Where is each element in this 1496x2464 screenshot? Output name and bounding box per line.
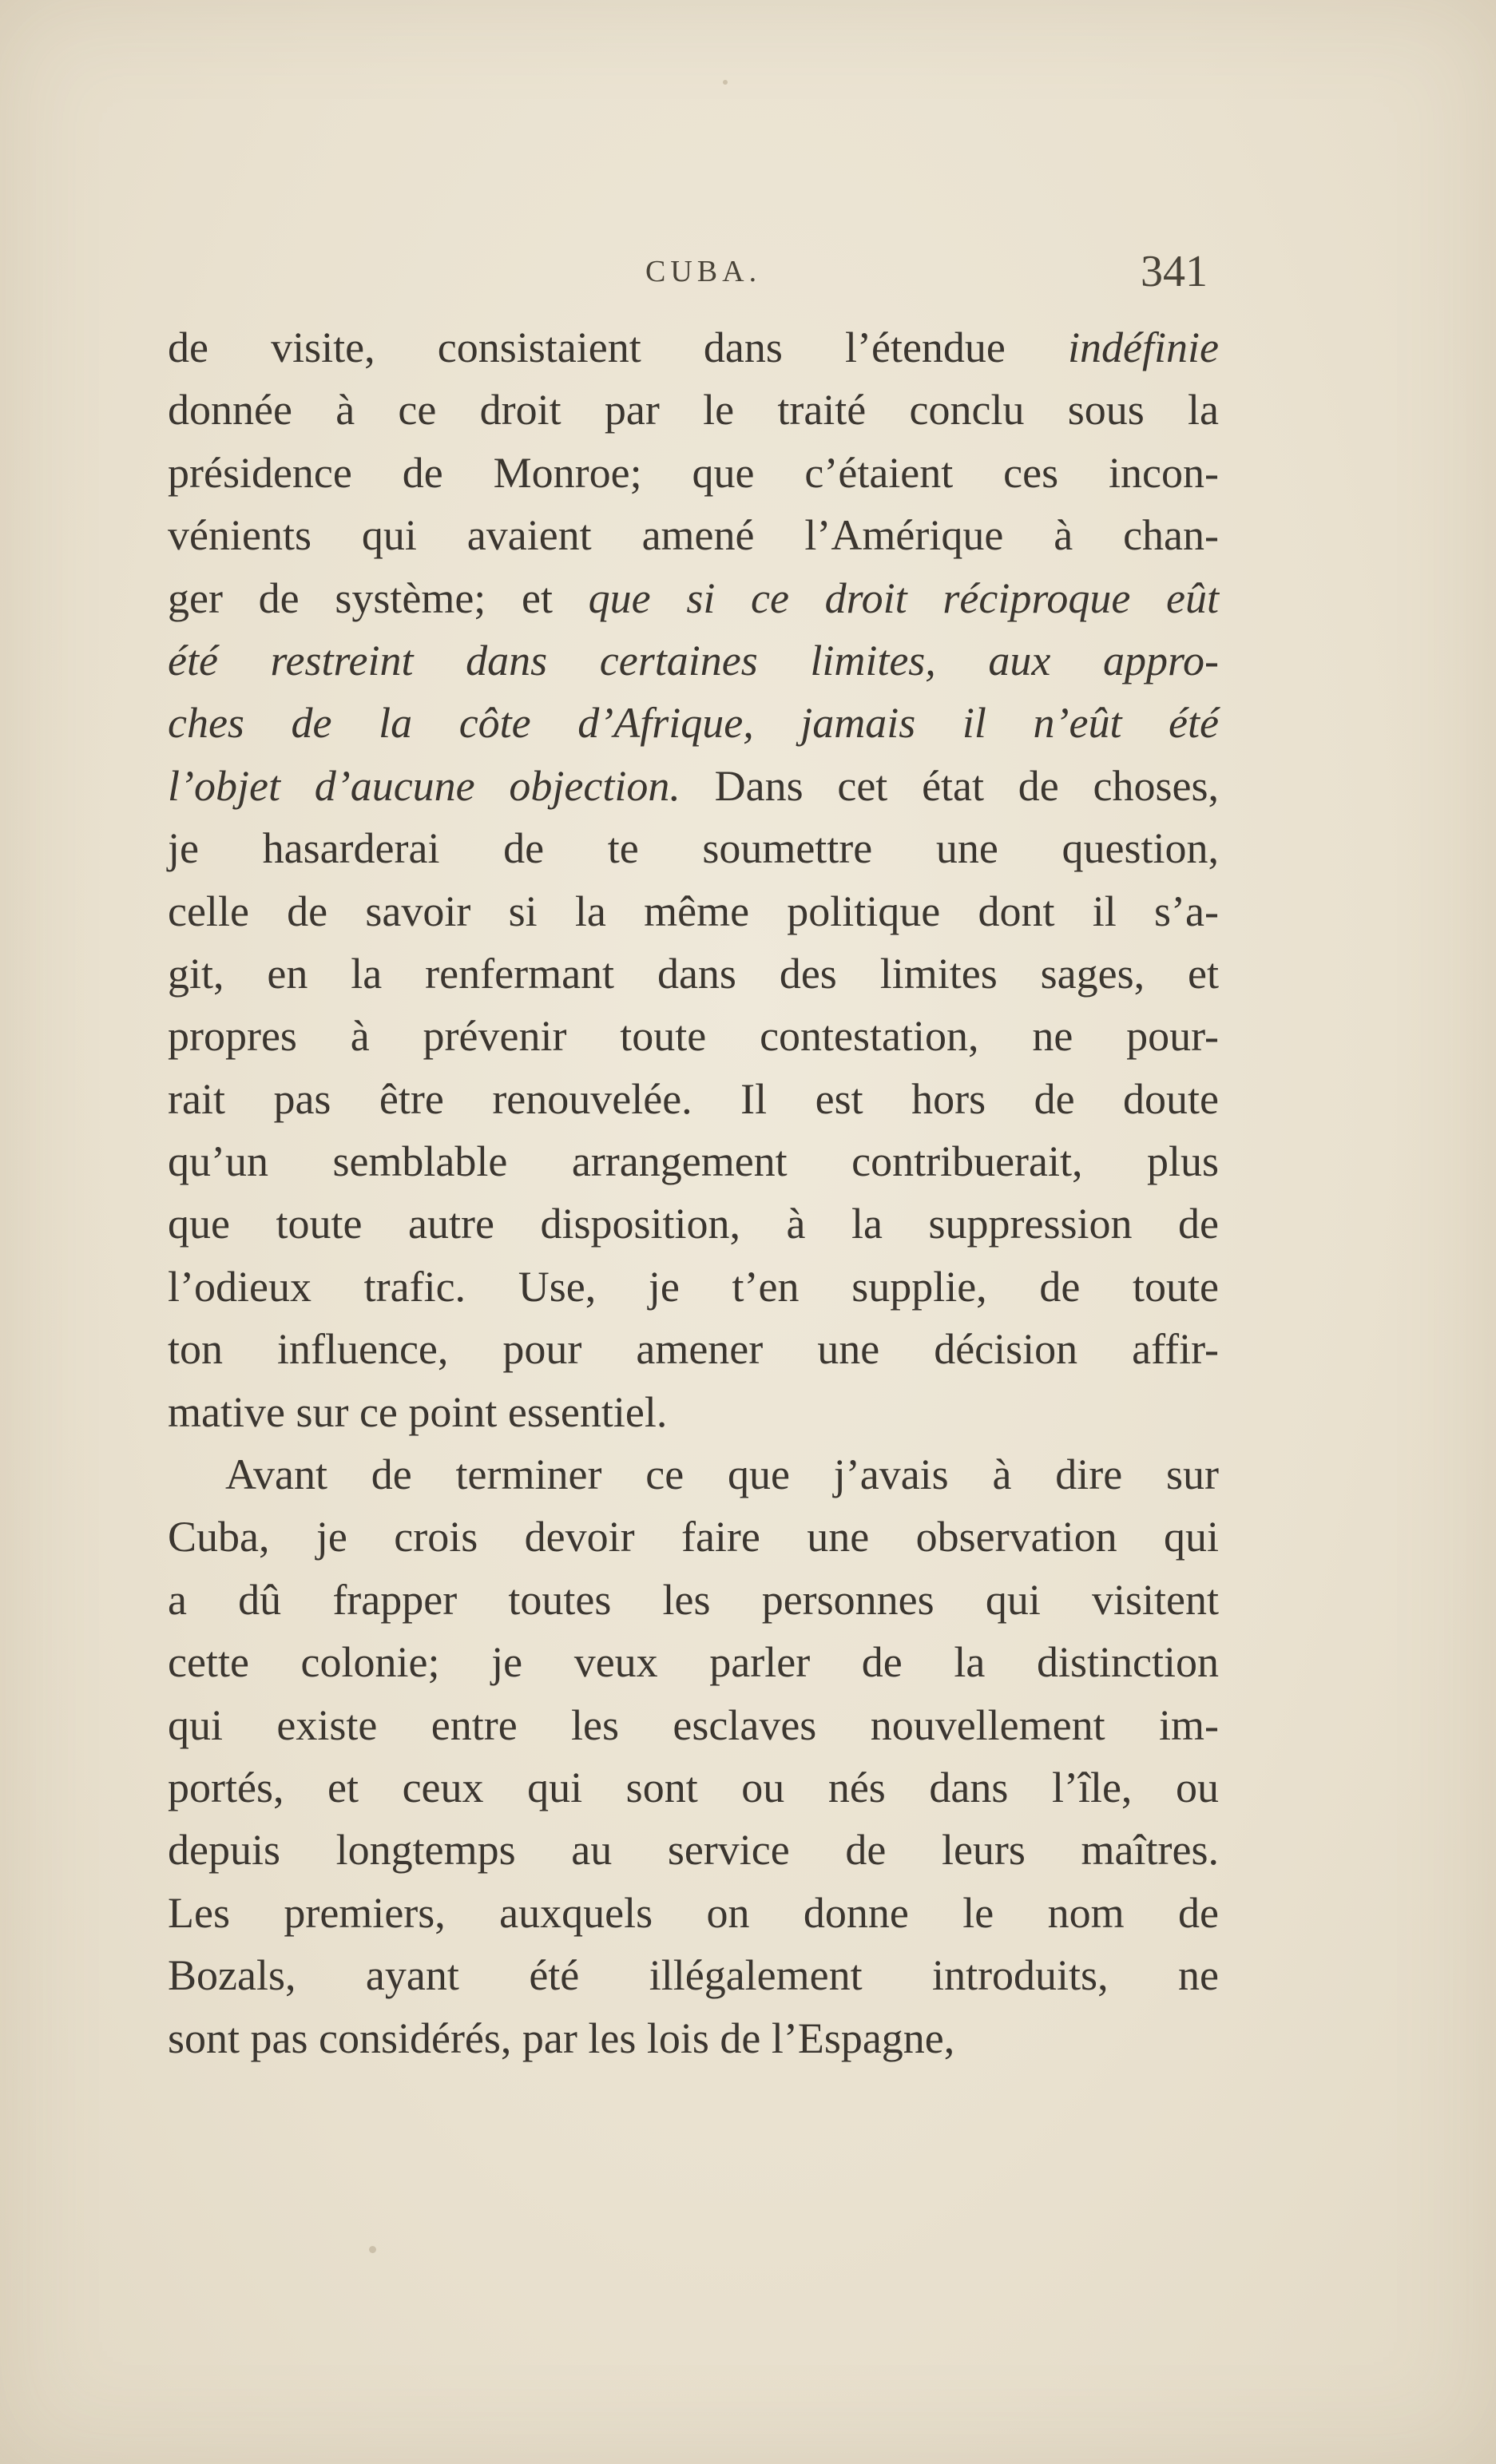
text-segment: qu’un semblable arrangement contribuerait, plus [168,1137,1219,1186]
italic-text: ches de la côte d’Afrique, jamais il n’eût été [168,699,1219,748]
text-line [168,629,1219,692]
italic-text: indéfinie [1068,323,1219,371]
running-head: CUBA. [645,255,762,288]
text-line [168,1381,1219,1443]
text-segment: vénients qui avaient amené l’Amérique à chan- [168,511,1219,560]
text-segment: Dans cet état de choses, [680,761,1219,810]
text-segment: a dû frapper toutes les personnes qui visitent [168,1575,1219,1624]
text-line [168,1506,1219,1568]
text-line [168,755,1219,817]
text-line [168,1005,1219,1067]
paragraph [168,316,1219,1443]
italic-text: été restreint dans certaines limites, aux appro- [168,636,1219,684]
text-segment: ton influence, pour amener une décision affir- [168,1325,1219,1374]
text-segment: depuis longtemps au service de leurs maîtres. [168,1826,1219,1875]
text-segment: Les premiers, auxquels on donne le nom de [168,1888,1219,1937]
text-segment: ger de système; et [168,573,589,622]
paper-speck [723,80,728,85]
text-segment: Avant de terminer ce que j’avais à dire sur [225,1450,1219,1499]
text-line [168,2007,1219,2069]
text-segment: je hasarderai de te soumettre une question, [168,824,1219,873]
text-line [168,942,1219,1005]
text-line [168,1443,1219,1506]
text-line [168,1882,1219,1944]
text-line [168,1631,1219,1693]
text-segment: cette colonie; je veux parler de la distinction [168,1638,1219,1687]
text-line [168,1256,1219,1318]
text-segment: Cuba, je crois devoir faire une observation qui [168,1513,1219,1561]
text-line [168,1192,1219,1255]
text-segment: que toute autre disposition, à la suppression de [168,1200,1219,1248]
text-segment: rait pas être renouvelée. Il est hors de doute [168,1074,1219,1123]
text-line [168,504,1219,566]
text-segment: sont pas considérés, par les lois de l’Espagne, [168,2014,955,2062]
text-segment: donnée à ce droit par le traité conclu sous la [168,386,1219,434]
text-line [168,692,1219,754]
text-line [168,1694,1219,1756]
text-segment: propres à prévenir toute contestation, ne pour- [168,1012,1219,1061]
italic-text: que si ce droit réciproque eût [588,573,1219,622]
text-segment: portés, et ceux qui sont ou nés dans l’île, ou [168,1763,1219,1811]
italic-text: l’objet d’aucune objection. [168,761,681,810]
text-line [168,567,1219,629]
text-line [168,1819,1219,1881]
text-line [168,1944,1219,2006]
text-line [168,1130,1219,1192]
text-segment: l’odieux trafic. Use, je t’en supplie, de toute [168,1262,1219,1311]
paragraph [168,1443,1219,2069]
text-line [168,880,1219,942]
text-segment: qui existe entre les esclaves nouvellement im- [168,1700,1219,1749]
text-segment: celle de savoir si la même politique dont il s’a- [168,887,1219,935]
page-header [0,247,1496,302]
text-segment: mative sur ce point essentiel. [168,1387,668,1436]
text-segment: Bozals, ayant été illégalement introduits, ne [168,1951,1219,2000]
text-segment: git, en la renfermant dans des limites sages, et [168,949,1219,998]
text-segment: présidence de Monroe; que c’étaient ces incon- [168,448,1219,497]
page-number: 341 [1141,247,1208,296]
text-line [168,817,1219,879]
text-line [168,442,1219,504]
text-line [168,379,1219,441]
text-segment: de visite, consistaient dans l’étendue [168,323,1069,371]
body-text [168,316,1219,2069]
text-line [168,1068,1219,1130]
text-line [168,1569,1219,1631]
text-line [168,1318,1219,1380]
paper-speck [369,2246,376,2253]
text-line [168,316,1219,379]
text-line [168,1756,1219,1819]
